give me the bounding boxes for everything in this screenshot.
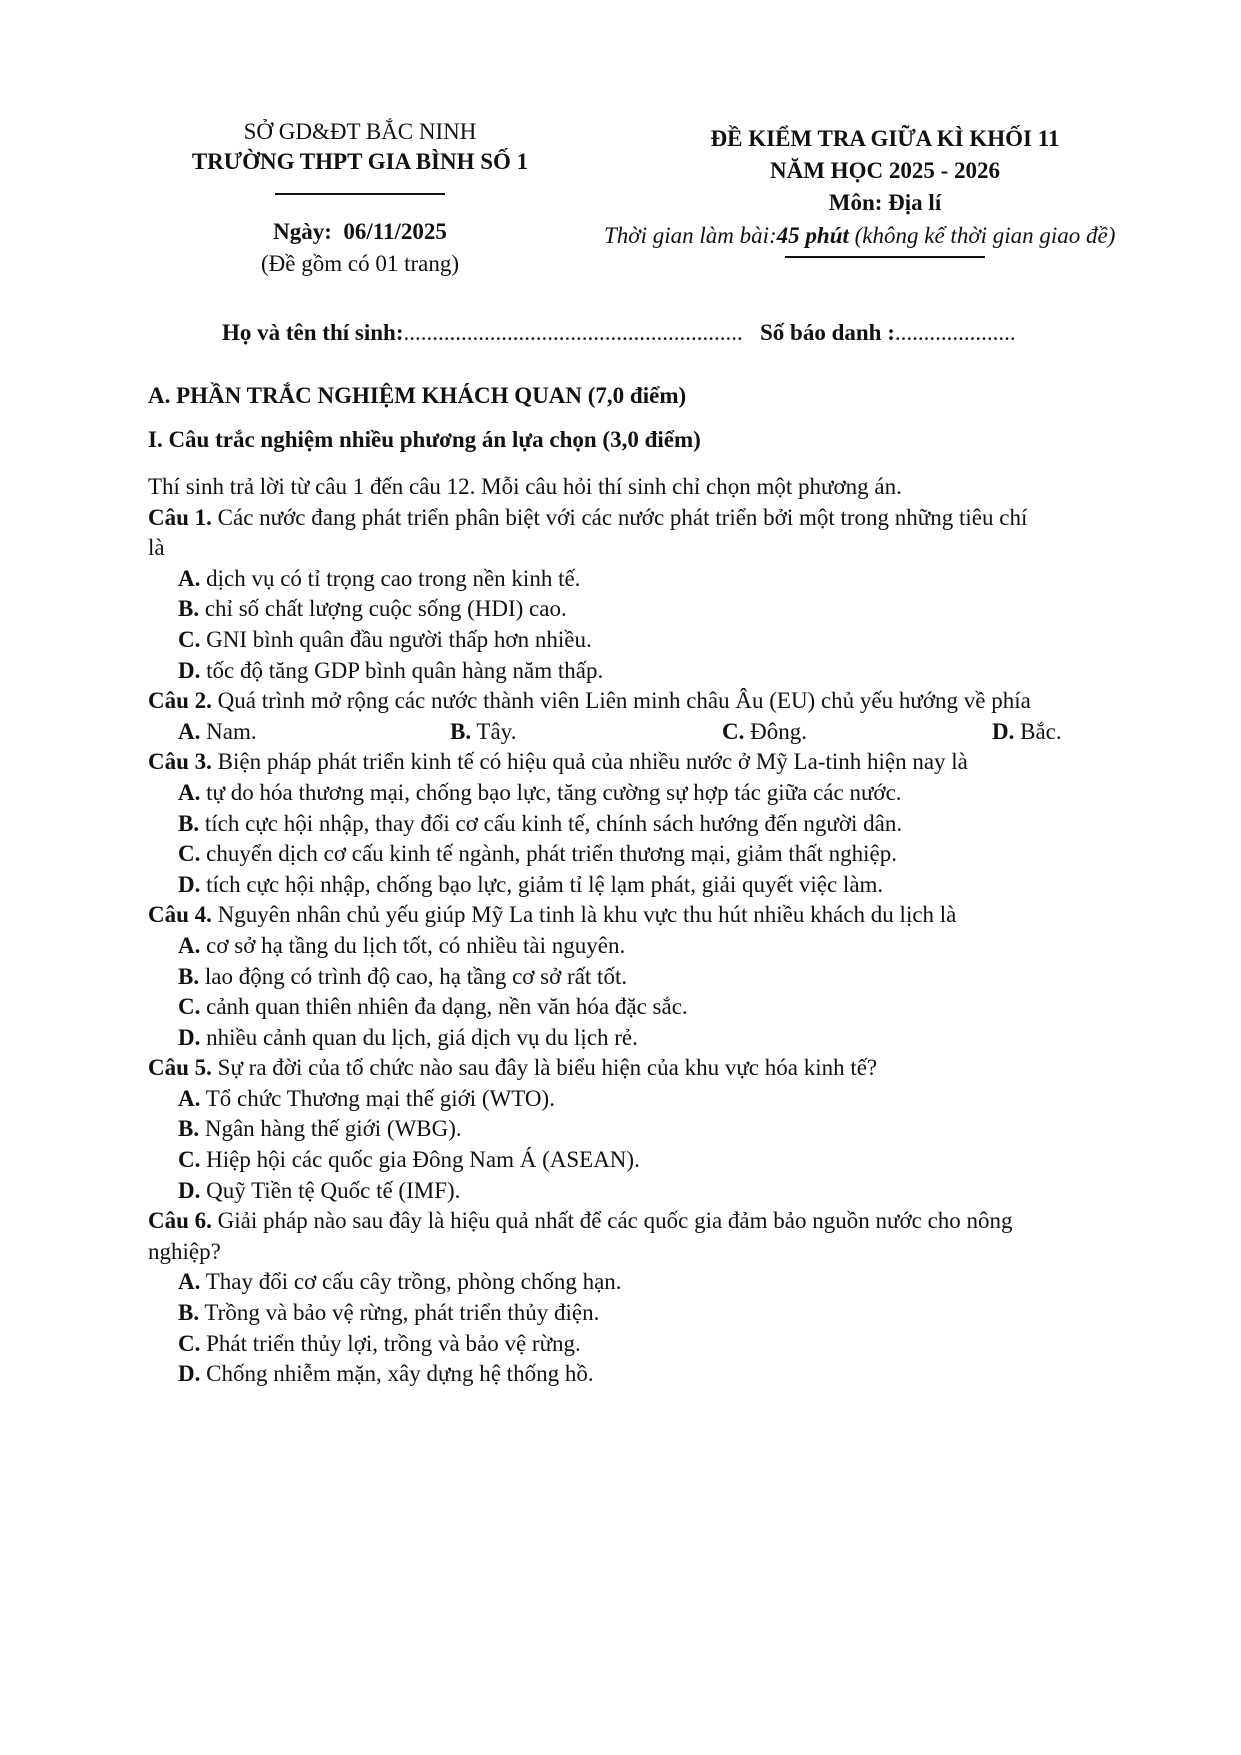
question-text: Giải pháp nào sau đây là hiệu quả nhất để các quốc gia đảm bảo nguồn nước cho nông [211,1208,1013,1234]
option-b[interactable]: B. lao động có trình độ cao, hạ tầng cơ sở rất tốt. [178,963,628,989]
name-label: Họ và tên thí sinh: [222,320,404,345]
option-b[interactable]: B. Trồng và bảo vệ rừng, phát triển thủy điện. [178,1300,600,1326]
question-text: Biện pháp phát triển kinh tế có hiệu quả của nhiều nước ở Mỹ La-tinh hiện nay là [211,749,968,775]
pages-note: (Đề gồm có 01 trang) [261,251,459,276]
header-left [150,117,570,177]
question-label: Câu 1. [148,504,212,530]
school-year: NĂM HỌC 2025 - 2026 [770,158,1000,183]
option-c[interactable]: C. Hiệp hội các quốc gia Đông Nam Á (ASEAN). [178,1147,640,1173]
option-d[interactable]: D. Bắc. [992,718,1062,744]
question-label: Câu 6. [148,1208,212,1234]
question-label: Câu 5. [148,1055,212,1081]
school-underline [275,193,445,195]
options-row [148,717,1108,748]
time-allowed [604,221,1115,251]
option-c[interactable]: C. GNI bình quân đầu người thấp hơn nhiều. [178,626,592,652]
option-d[interactable]: D. Quỹ Tiền tệ Quốc tế (IMF). [178,1177,461,1203]
part-a1-heading: I. Câu trắc nghiệm nhiều phương án lựa chọn (3,0 điểm) [148,427,701,452]
question-text: Quá trình mở rộng các nước thành viên Liên minh châu Âu (EU) chủ yếu hướng về phía [211,688,1031,714]
option-a[interactable]: A. dịch vụ có tỉ trọng cao trong nền kinh tế. [178,565,581,591]
option-b[interactable]: B. tích cực hội nhập, thay đổi cơ cấu kinh tế, chính sách hướng đến người dân. [178,810,903,836]
instructions: Thí sinh trả lời từ câu 1 đến câu 12. Mỗi câu hỏi thí sinh chỉ chọn một phương án. [148,474,902,499]
question-label: Câu 4. [148,902,212,928]
date-label: Ngày: [273,219,332,244]
question-2 [148,686,1108,747]
question-text: Nguyên nhân chủ yếu giúp Mỹ La tinh là khu vực thu hút nhiều khách du lịch là [211,902,957,928]
candidate-info [222,318,1016,348]
option-d[interactable]: D. tốc độ tăng GDP bình quân hàng năm thấp. [178,657,604,683]
name-field[interactable]: ........................................................... [403,320,743,345]
school-name: TRƯỜNG THPT GIA BÌNH SỐ 1 [191,149,529,174]
option-c[interactable]: C. Phát triển thủy lợi, trồng và bảo vệ rừng. [178,1330,581,1356]
question-1 [148,503,1108,687]
date-value: 06/11/2025 [343,219,447,244]
question-4 [148,900,1108,1053]
option-c[interactable]: C. Đông. [722,718,807,744]
time-prefix: Thời gian làm bài: [604,223,777,248]
question-3 [148,747,1108,900]
candidate-id-field[interactable]: ..................... [894,320,1016,345]
time-suffix: (không kể thời gian giao đề) [848,223,1116,248]
option-d[interactable]: D. Chống nhiễm mặn, xây dựng hệ thống hồ. [178,1361,594,1387]
question-text-cont: nghiệp? [148,1238,221,1264]
option-a[interactable]: A. tự do hóa thương mại, chống bạo lực, tăng cường sự hợp tác giữa các nước. [178,779,902,805]
option-a[interactable]: A. Nam. [178,718,257,744]
option-a[interactable]: A. cơ sở hạ tầng du lịch tốt, có nhiều tài nguyên. [178,932,626,958]
time-value: 45 phút [776,223,849,248]
option-c[interactable]: C. chuyển dịch cơ cấu kinh tế ngành, phát triển thương mại, giảm thất nghiệp. [178,841,897,867]
header-right [600,123,1170,219]
exam-title: ĐỀ KIỂM TRA GIỮA KÌ KHỐI 11 [710,126,1060,151]
option-b[interactable]: B. Tây. [450,718,517,744]
question-6 [148,1206,1108,1390]
option-a[interactable]: A. Thay đổi cơ cấu cây trồng, phòng chống hạn. [178,1269,622,1295]
option-b[interactable]: B. Ngân hàng thế giới (WBG). [178,1116,462,1142]
option-d[interactable]: D. tích cực hội nhập, chống bạo lực, giảm tỉ lệ lạm phát, giải quyết việc làm. [178,871,884,897]
part-a-heading: A. PHẦN TRẮC NGHIỆM KHÁCH QUAN (7,0 điểm) [148,383,687,408]
question-list [148,472,1108,1390]
subject: Môn: Địa lí [828,190,942,215]
question-5 [148,1053,1108,1206]
question-label: Câu 3. [148,749,212,775]
department-name: SỞ GD&ĐT BẮC NINH [243,119,477,144]
option-d[interactable]: D. nhiều cảnh quan du lịch, giá dịch vụ du lịch rẻ. [178,1024,638,1050]
question-text: Sự ra đời của tổ chức nào sau đây là biểu hiện của khu vực hóa kinh tế? [211,1055,878,1081]
option-a[interactable]: A. Tổ chức Thương mại thế giới (WTO). [178,1085,555,1111]
option-b[interactable]: B. chỉ số chất lượng cuộc sống (HDI) cao. [178,596,567,622]
option-c[interactable]: C. cảnh quan thiên nhiên đa dạng, nền văn hóa đặc sắc. [178,994,688,1020]
candidate-id-label: Số báo danh : [759,320,895,345]
exam-date [150,217,570,247]
time-underline [785,256,985,258]
question-label: Câu 2. [148,688,212,714]
question-text: Các nước đang phát triển phân biệt với các nước phát triển bởi một trong những tiêu chí [211,504,1028,530]
question-text-cont: là [148,535,165,561]
